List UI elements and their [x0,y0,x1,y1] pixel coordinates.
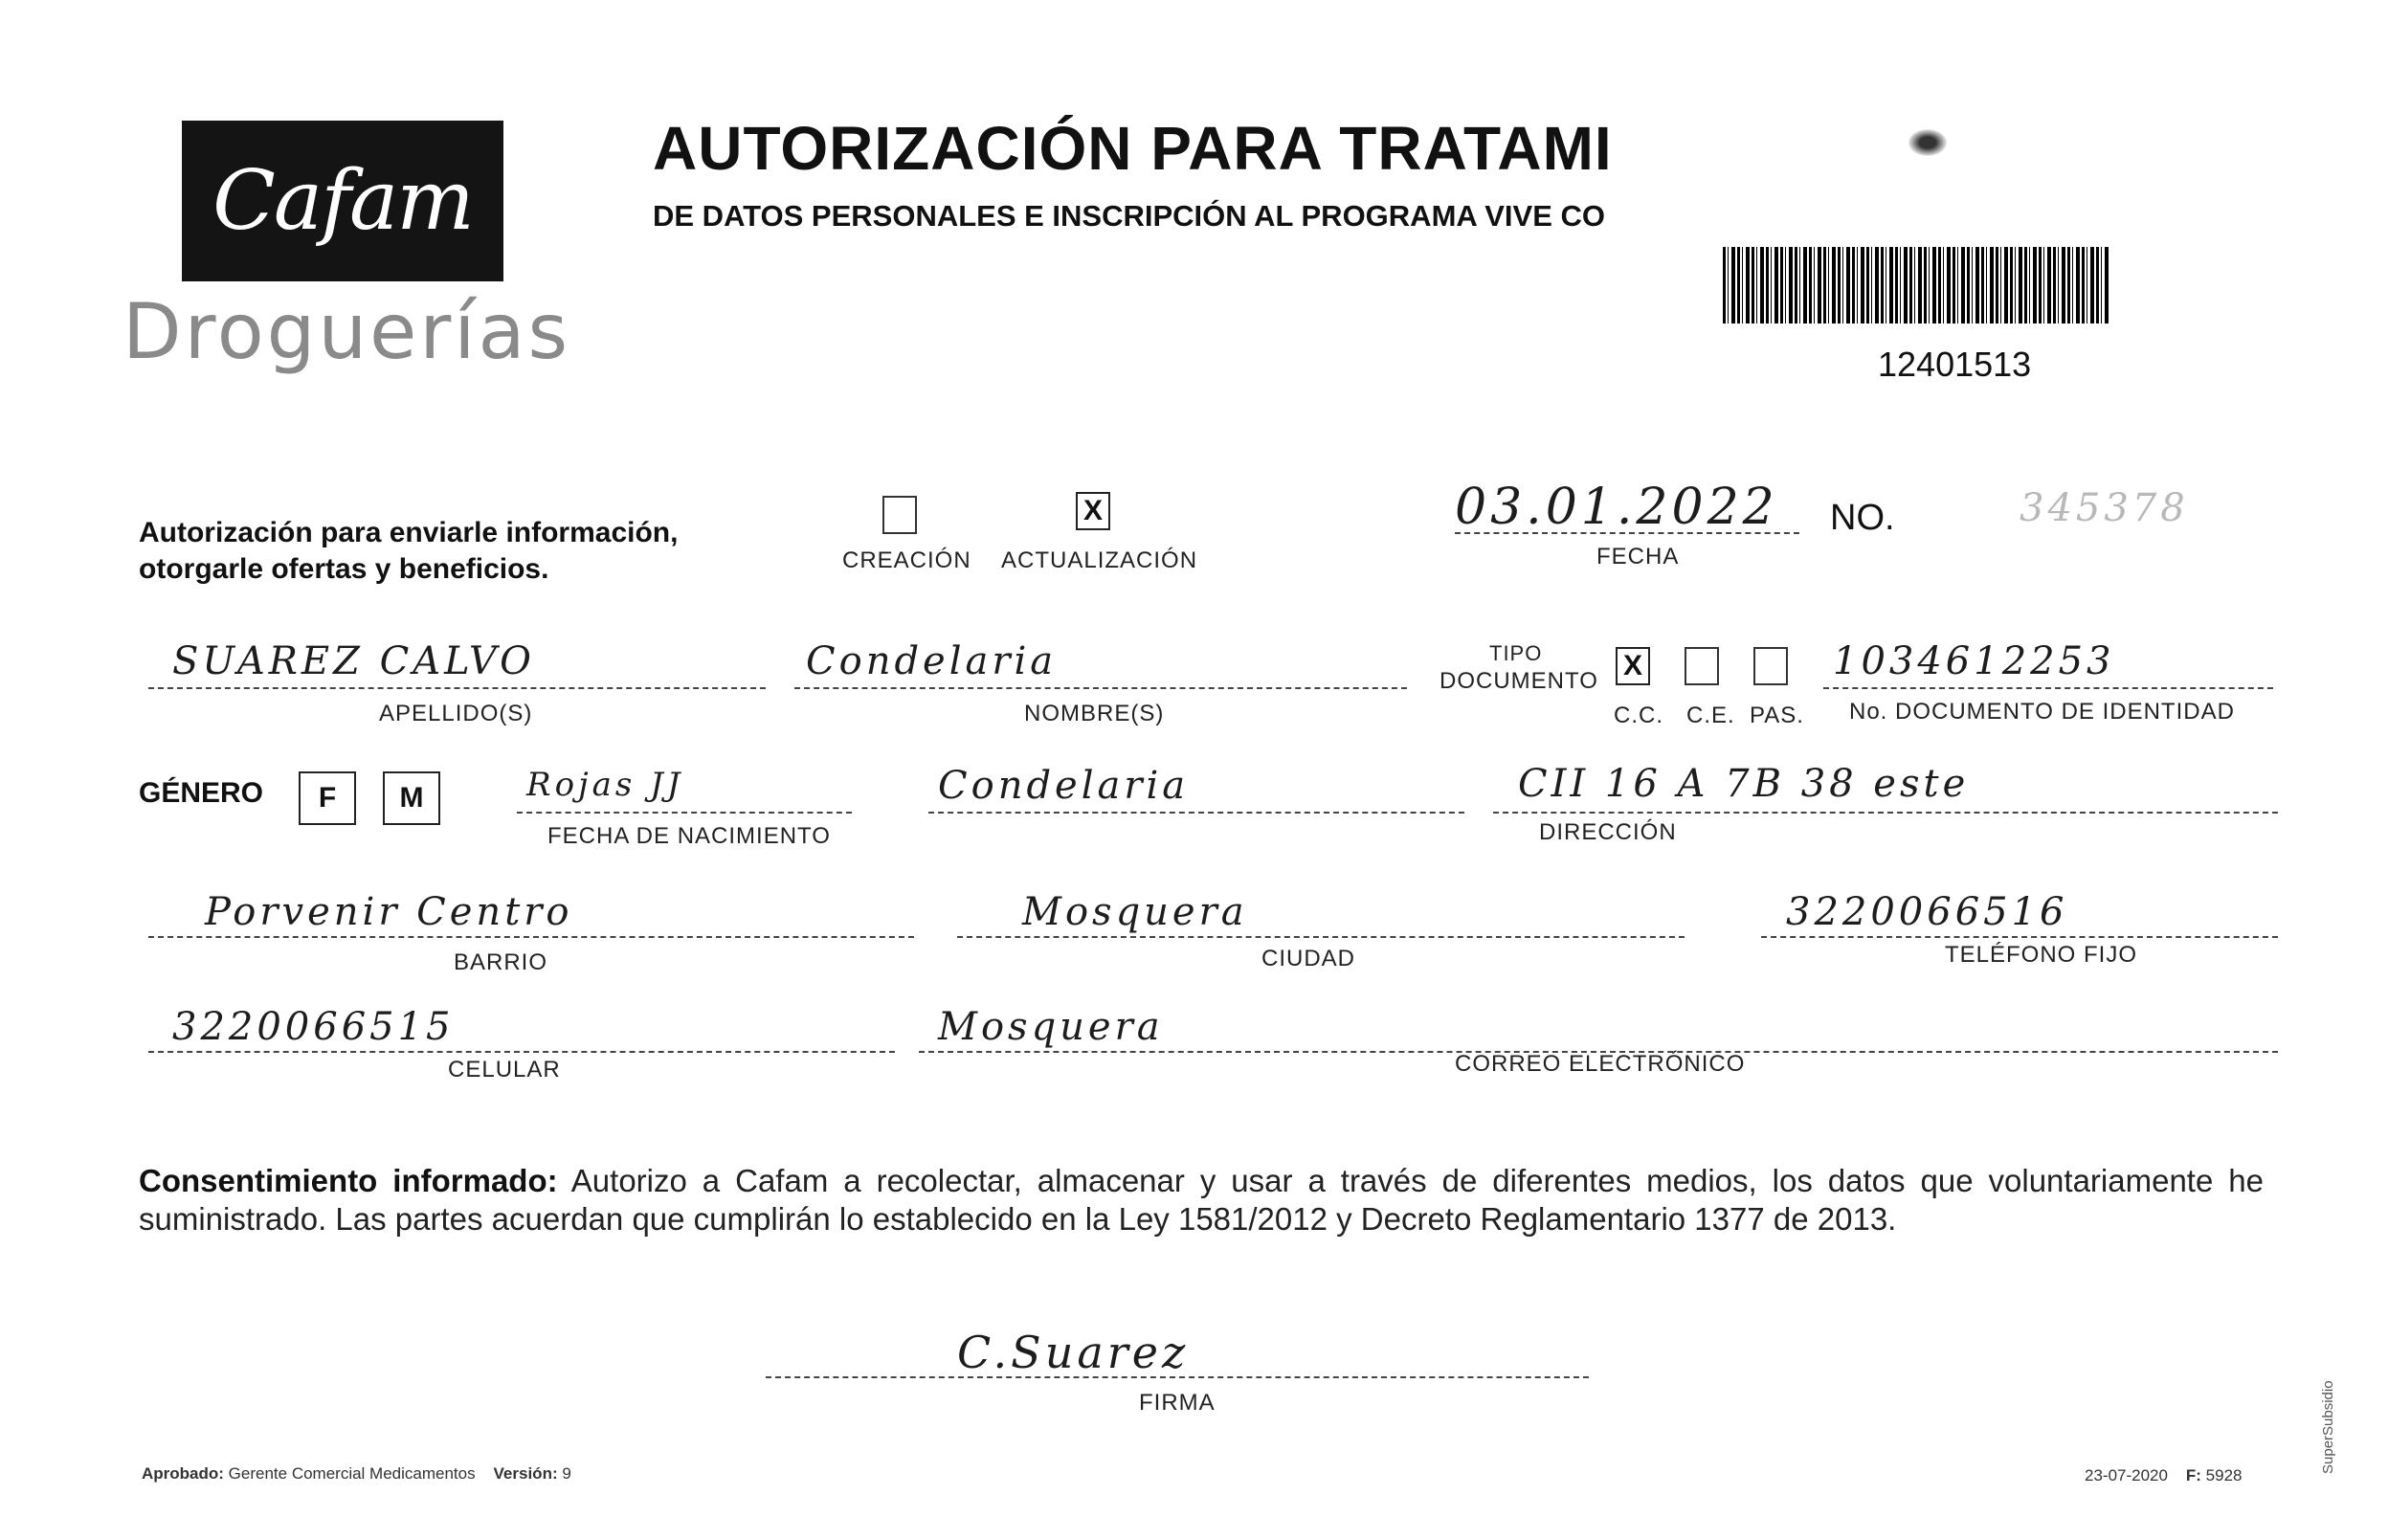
celular-value: 3220066515 [172,1005,455,1049]
form-label: F: [2185,1466,2201,1484]
fecha-label: FECHA [1596,544,1680,569]
telefono-label: TELÉFONO FIJO [1945,942,2138,968]
ce-checkbox[interactable] [1685,647,1719,685]
gender-m-checkbox[interactable] [383,771,440,825]
creacion-checkbox[interactable] [882,496,917,534]
apellidos-value: SUAREZ CALVO [172,639,535,683]
direccion-line [1493,812,2278,814]
telefono-line [1761,936,2278,938]
cc-checkbox[interactable] [1616,647,1650,685]
gender-m-label: M [399,782,424,814]
ciudad-value: Mosquera [1022,890,1248,934]
celular-label: CELULAR [448,1057,561,1082]
pas-checkbox[interactable] [1753,647,1788,685]
celular-line [148,1051,895,1053]
cc-mark: X [1622,650,1642,681]
form-value: 5928 [2205,1466,2243,1484]
footer-left [142,1464,571,1484]
side-watermark: SuperSubsidio [2320,1380,2336,1474]
actualizacion-label: ACTUALIZACIÓN [1001,547,1198,573]
logo-subtitle: Droguerías [123,287,571,376]
barcode [1723,247,2110,324]
direccion-label: DIRECCIÓN [1539,819,1677,845]
aprobado-value: Gerente Comercial Medicamentos [228,1464,476,1483]
extra-name-value: Condelaria [938,764,1190,808]
apellidos-label: APELLIDO(S) [379,701,533,726]
footer-right [2085,1466,2242,1485]
tipo-label: TIPO [1489,641,1543,665]
fecha-nacimiento-line [517,812,852,814]
documento-label: DOCUMENTO [1439,668,1598,694]
authorization-line2: otorgarle ofertas y beneficios. [139,553,549,585]
gender-f-mark: F [318,782,337,814]
documento-id-label: No. DOCUMENTO DE IDENTIDAD [1849,699,2235,725]
no-label: NO. [1830,498,1895,538]
version-value: 9 [562,1464,571,1483]
authorization-line1: Autorización para enviarle información, [139,517,679,548]
correo-label: CORREO ELECTRÓNICO [1455,1051,1746,1077]
logo-text: Cafam [212,153,473,249]
version-label: Versión: [493,1464,558,1483]
ink-smudge [1908,129,1947,156]
signature-value: C.Suarez [957,1327,1190,1378]
gender-f-checkbox[interactable] [299,771,356,825]
telefono-value: 3220066516 [1786,890,2068,934]
signature-label: FIRMA [1139,1390,1216,1416]
cc-label: C.C. [1614,703,1663,728]
actualizacion-checkbox[interactable] [1076,492,1110,530]
direccion-value: CII 16 A 7B 38 este [1518,762,1970,806]
barcode-number: 12401513 [1878,345,2032,384]
nombres-value: Condelaria [806,639,1058,683]
ciudad-line [957,936,1685,938]
ce-label: C.E. [1686,703,1735,728]
aprobado-label: Aprobado: [142,1464,224,1483]
correo-value: Mosquera [938,1005,1164,1049]
pas-label: PAS. [1750,703,1804,728]
genero-label: GÉNERO [139,777,264,809]
fecha-nacimiento-label: FECHA DE NACIMIENTO [547,823,831,849]
consent-heading: Consentimiento informado: [139,1163,558,1198]
no-value: 345378 [2020,486,2189,530]
fecha-value: 03.01.2022 [1455,479,1778,536]
nombres-label: NOMBRE(S) [1024,701,1165,726]
barrio-value: Porvenir Centro [205,890,573,934]
creacion-label: CREACIÓN [842,547,971,573]
consent-paragraph [139,1162,2264,1239]
fecha-nacimiento-value: Rojas JJ [526,766,684,804]
cafam-logo [182,121,503,281]
documento-value: 1034612253 [1833,639,2115,683]
consent-text: Autorizo a Cafam a recolectar, almacenar y usar a través de diferentes medios, los datos que voluntariamente he suministrado. Las partes acuerdan que cumplirán lo establecido en la Ley 1581/2012 y Decreto Reglamentario 1377 de 2013. [139,1163,2264,1237]
document-title: AUTORIZACIÓN PARA TRATAMI [653,114,1613,183]
actualizacion-mark: X [1082,495,1103,526]
footer-date: 23-07-2020 [2085,1466,2168,1484]
document-subtitle: DE DATOS PERSONALES E INSCRIPCIÓN AL PROGRAMA VIVE CO [653,199,1605,233]
extra-line [928,812,1464,814]
fecha-line [1455,532,1799,534]
ciudad-label: CIUDAD [1261,946,1356,971]
signature-line [766,1376,1589,1378]
barrio-label: BARRIO [454,949,548,975]
barrio-line [148,936,914,938]
apellidos-line [148,687,766,689]
nombres-line [794,687,1407,689]
documento-line [1823,687,2273,689]
